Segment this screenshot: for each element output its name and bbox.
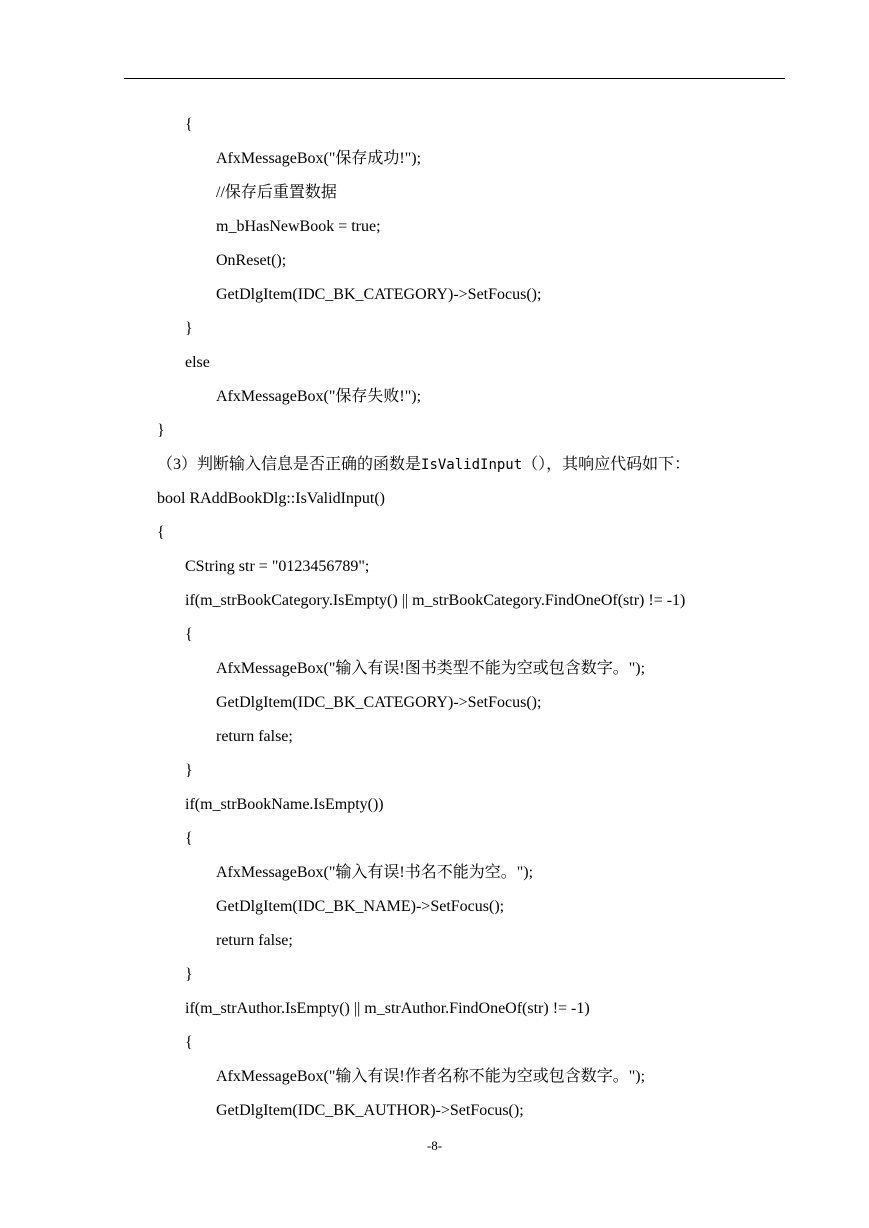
code-line: GetDlgItem(IDC_BK_AUTHOR)->SetFocus();: [216, 1102, 524, 1119]
code-line: GetDlgItem(IDC_BK_NAME)->SetFocus();: [216, 898, 505, 915]
code-line: {: [185, 1034, 193, 1051]
code-line: if(m_strBookName.IsEmpty()): [185, 796, 384, 813]
code-line: CString str = "0123456789";: [185, 558, 370, 575]
code-line: }: [185, 966, 193, 983]
code-line: {: [185, 116, 193, 133]
code-line: }: [185, 762, 193, 779]
header-rule: [124, 78, 785, 79]
code-line: }: [185, 320, 193, 337]
code-line: return false;: [216, 932, 293, 949]
code-line: GetDlgItem(IDC_BK_CATEGORY)->SetFocus();: [216, 694, 542, 711]
code-line: AfxMessageBox("保存成功!");: [216, 150, 422, 167]
code-line: {: [185, 830, 193, 847]
code-line: m_bHasNewBook = true;: [216, 218, 381, 235]
page-number: -8-: [426, 1138, 443, 1153]
code-line: else: [185, 354, 210, 371]
code-line: return false;: [216, 728, 293, 745]
code-line: if(m_strAuthor.IsEmpty() || m_strAuthor.FindOneOf(str) != -1): [185, 1000, 590, 1017]
code-line: AfxMessageBox("输入有误!书名不能为空。");: [216, 864, 534, 881]
code-line: {: [185, 626, 193, 643]
code-comment: //保存后重置数据: [216, 184, 337, 201]
code-line: GetDlgItem(IDC_BK_CATEGORY)->SetFocus();: [216, 286, 542, 303]
function-signature: bool RAddBookDlg::IsValidInput(): [157, 490, 385, 507]
caption-function-name: IsValidInput: [421, 457, 523, 473]
code-line: }: [157, 422, 165, 439]
section-caption: [157, 448, 690, 482]
code-line: AfxMessageBox("输入有误!作者名称不能为空或包含数字。");: [216, 1068, 646, 1085]
code-line: {: [157, 524, 165, 541]
caption-suffix: （），其响应代码如下：: [522, 456, 691, 473]
code-line: AfxMessageBox("输入有误!图书类型不能为空或包含数字。");: [216, 660, 646, 677]
code-line: AfxMessageBox("保存失败!");: [216, 388, 422, 405]
code-line: if(m_strBookCategory.IsEmpty() || m_strBookCategory.FindOneOf(str) != -1): [185, 592, 686, 609]
code-line: OnReset();: [216, 252, 287, 269]
caption-prefix: （3）判断输入信息是否正确的函数是: [157, 456, 422, 473]
